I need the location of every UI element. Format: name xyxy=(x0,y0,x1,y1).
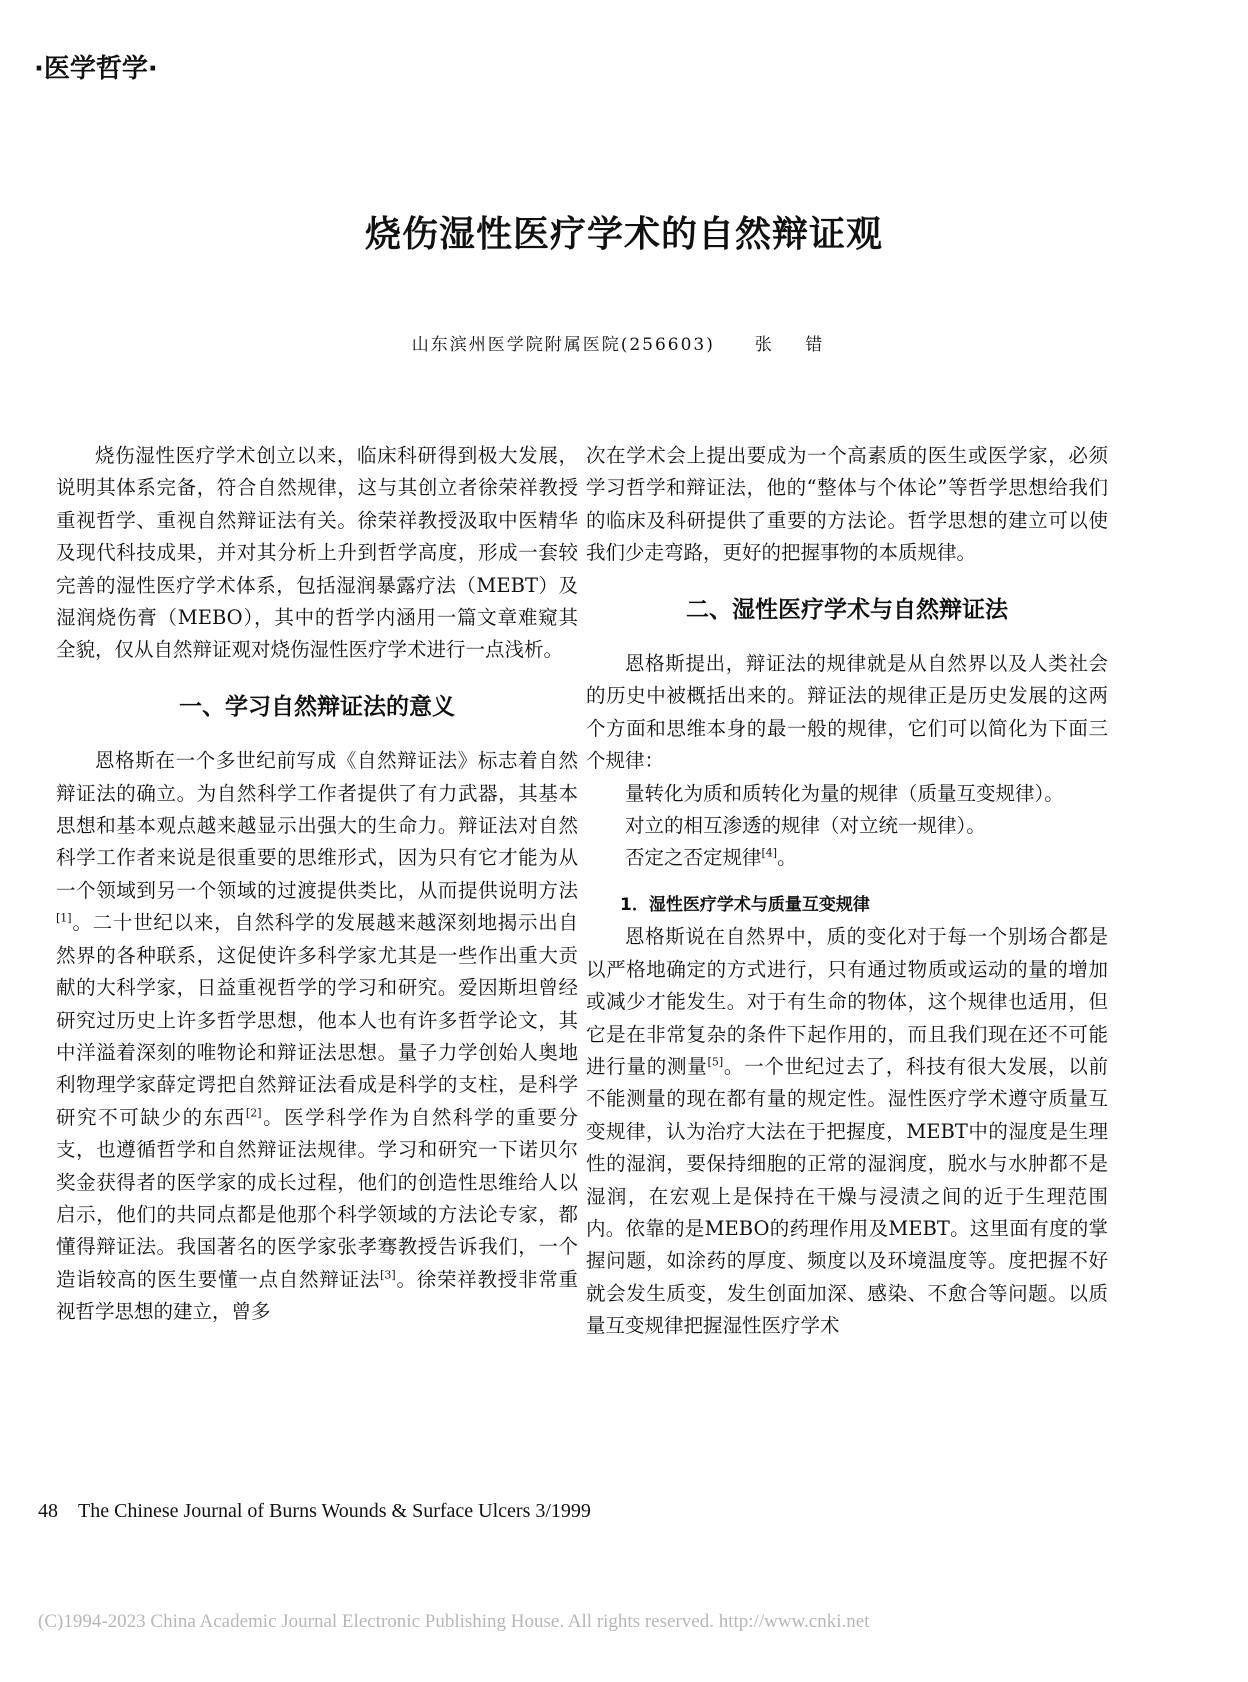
intro-paragraph: 烧伤湿性医疗学术创立以来，临床科研得到极大发展，说明其体系完备，符合自然规律，这与其创立者徐荣祥教授重视哲学、重视自然辩证法有关。徐荣祥教授汲取中医精华及现代科技成果，并对其分析上升到哲学高度，形成一套较完善的湿性医疗学术体系，包括湿润暴露疗法（MEBT）及湿润烧伤膏（MEBO），其中的哲学内涵用一篇文章难窥其全貌，仅从自然辩证观对烧伤湿性医疗学术进行一点浅析。 xyxy=(56,444,578,662)
continued-paragraph: 次在学术会上提出要成为一个高素质的医生或医学家，必须学习哲学和辩证法，他的“整体与个体论”等哲学思想给我们的临床及科研提供了重要的方法论。哲学思想的建立可以使我们少走弯路，更好的把握事物的本质规律。 xyxy=(586,444,1108,565)
page-footer xyxy=(38,1500,591,1523)
byline xyxy=(0,330,1248,355)
body-text: 。一个世纪过去了，科技有很大发展，以前不能测量的现在都有量的规定性。湿性医疗学术遵守质量互变规律，认为治疗大法在于把握度，MEBT中的湿度是生理性的湿润，要保持细胞的正常的湿润度，脱水与水肿都不是湿润，在宏观上是保持在干燥与浸渍之间的近于生理范围内。依靠的是MEBO的药理作用及MEBT。这里面有度的掌握问题，如涂药的厚度、频度以及环境温度等。度把握不好就会发生质变，发生创面加深、感染、不愈合等问题。以质量互变规律把握湿性医疗学术 xyxy=(586,1054,1108,1338)
body-text: 。二十世纪以来，自然科学的发展越来越深刻地揭示出自然界的各种联系，这促使许多科学家尤其是一些作出重大贡献的大科学家，日益重视哲学的学习和研究。爱因斯坦曾经研究过历史上许多哲学思想，他本人也有许多哲学论文，其中洋溢着深刻的唯物论和辩证法思想。量子力学创始人奥地利物理学家薛定谔把自然辩证法看成是科学的支柱，是科学研究不可缺少的东西 xyxy=(56,911,578,1129)
section-2-intro: 恩格斯提出，辩证法的规律就是从自然界以及人类社会的历史中被概括出来的。辩证法的规律正是历史发展的这两个方面和思维本身的最一般的规律，它们可以简化为下面三个规律： xyxy=(586,652,1108,773)
body-text: 。徐荣祥教授非常重视哲学思想的建立，曾多 xyxy=(56,1267,578,1324)
citation: [4] xyxy=(761,846,778,860)
section-heading-1: 一、学习自然辩证法的意义 xyxy=(179,693,455,720)
journal-name: The Chinese Journal of Burns Wounds & Surface Ulcers 3/1999 xyxy=(78,1500,591,1522)
body-text: 否定之否定规律 xyxy=(625,846,762,870)
body-text: 恩格斯说在自然界中，质的变化对于每一个别场合都是以严格地确定的方式进行，只有通过物质或运动的量的增加或减少才能发生。对于有生命的物体，这个规律也适用，但它是在非常复杂的条件下起作用的，而且我们现在还不可能进行量的测量 xyxy=(586,925,1108,1078)
body-text: 。 xyxy=(777,846,797,870)
citation: [2] xyxy=(245,1106,262,1120)
citation: [1] xyxy=(56,911,72,925)
article-title: 烧伤湿性医疗学术的自然辩证观 xyxy=(364,214,883,255)
body-text: 恩格斯在一个多世纪前写成《自然辩证法》标志着自然辩证法的确立。为自然科学工作者提供了有力武器，其基本思想和基本观点越来越显示出强大的生命力。辩证法对自然科学工作者来说是很重要的思维形式，因为只有它才能为从一个领域到另一个领域的过渡提供类比，从而提供说明方法 xyxy=(56,749,578,902)
right-column xyxy=(586,440,1108,1343)
copyright-notice: (C)1994-2023 China Academic Journal Electronic Publishing House. All rights reserved. http://www.cnki.net xyxy=(38,1611,870,1632)
section-heading-2: 二、湿性医疗学术与自然辩证法 xyxy=(686,596,1008,623)
section-tag: ·医学哲学· xyxy=(34,54,158,84)
section-1-paragraph xyxy=(56,745,578,1328)
citation: [5] xyxy=(707,1055,724,1069)
page-number: 48 xyxy=(38,1500,58,1522)
author: 张 错 xyxy=(754,335,837,355)
body-text: 。医学科学作为自然科学的重要分支，也遵循哲学和自然辩证法规律。学习和研究一下诺贝尔奖金获得者的医学家的成长过程，他们的创造性思维给人以启示，他们的共同点都是他那个科学领域的方法论专家，都懂得辩证法。我国著名的医学家张孝骞教授告诉我们，一个造诣较高的医生要懂一点自然辩证法 xyxy=(56,1105,578,1291)
subsection-heading-1: 1．湿性医疗学术与质量互变规律 xyxy=(620,894,870,915)
law-2: 对立的相互渗透的规律（对立统一规律）。 xyxy=(625,814,986,838)
subsection-1-paragraph xyxy=(586,921,1108,1342)
law-1: 量转化为质和质转化为量的规律（质量互变规律）。 xyxy=(625,781,1064,805)
affiliation: 山东滨州医学院附属医院(256603) xyxy=(411,335,715,355)
left-column xyxy=(56,440,578,1329)
citation: [3] xyxy=(380,1268,396,1282)
law-3 xyxy=(586,842,1108,874)
